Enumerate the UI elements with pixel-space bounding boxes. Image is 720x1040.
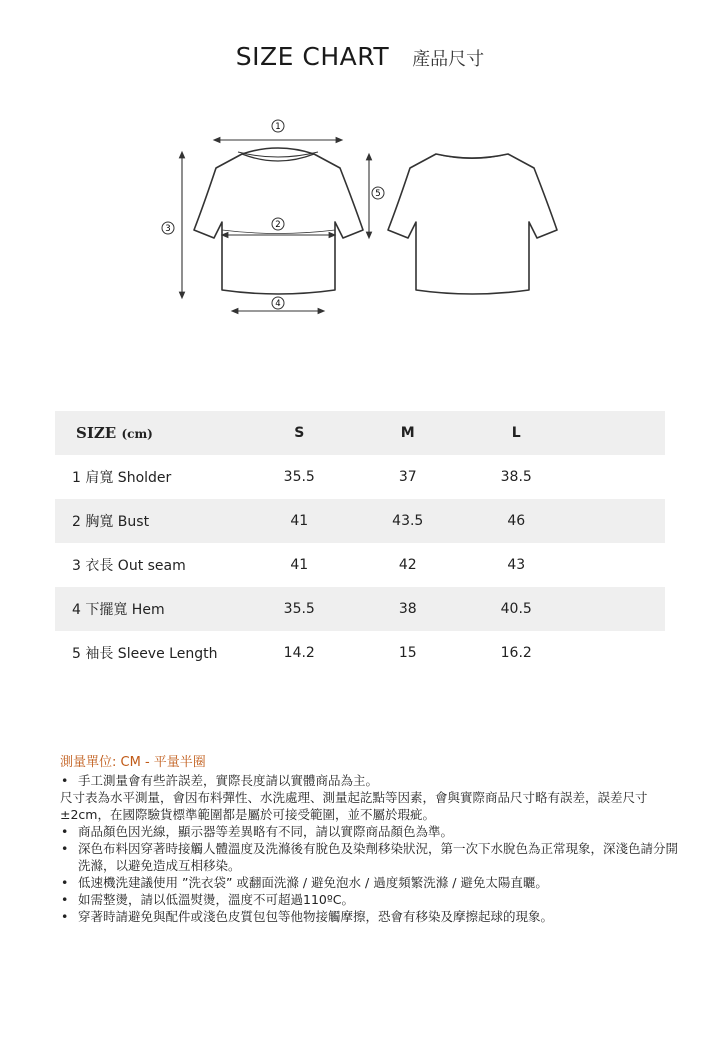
cell-value: 35.5: [283, 469, 315, 485]
row-label: 5 袖長 Sleeve Length: [72, 646, 218, 662]
cell-value: 37: [398, 469, 417, 485]
pad-cell: [570, 587, 665, 631]
row-label: 4 下擺寬 Hem: [72, 602, 165, 618]
back-shirt-outline: [388, 154, 557, 294]
bullet: •: [61, 824, 69, 839]
cell-value: 16.2: [500, 645, 532, 661]
note-item: [60, 874, 680, 891]
marker-4: [272, 297, 284, 309]
notes-heading: 測量單位: CM - 平量半圈: [60, 755, 206, 770]
note-text: 商品顏色因光線，顯示器等差異略有不同，請以實際商品顏色為準。: [78, 824, 454, 839]
bullet: •: [61, 841, 69, 856]
col-header-l: L: [511, 425, 521, 441]
row-label: 3 衣長 Out seam: [72, 558, 186, 574]
row-label: 2 胸寬 Bust: [72, 514, 150, 530]
col-header-m: M: [400, 425, 415, 441]
col-header-s: S: [294, 425, 305, 441]
table-row: [55, 455, 665, 499]
cell-value: 41: [290, 557, 309, 573]
cell-value: 38.5: [500, 469, 532, 485]
table-row: [55, 543, 665, 587]
page-title: [0, 42, 720, 71]
pad-cell: [570, 631, 665, 675]
bullet: •: [61, 773, 69, 788]
cell-value: 40.5: [500, 601, 532, 617]
title-zh: 產品尺寸: [412, 49, 485, 70]
title-en: SIZE CHART: [235, 42, 390, 71]
note-text: 穿著時請避免與配件或淺色皮質包包等他物接觸摩擦，恐會有移染及摩擦起球的現象。: [78, 909, 554, 924]
bullet: •: [61, 875, 69, 890]
size-label: SIZE: [76, 424, 117, 442]
note-item: [60, 891, 680, 908]
tshirt-diagram: [150, 112, 590, 332]
cell-value: 15: [398, 645, 417, 661]
pad-cell: [570, 455, 665, 499]
note-text: 如需整燙，請以低溫熨燙，溫度不可超過110ºC。: [78, 892, 354, 907]
pad-cell: [570, 499, 665, 543]
size-table-header: [55, 411, 665, 455]
row-label: 1 肩寬 Sholder: [72, 470, 172, 486]
cell-value: 46: [507, 513, 526, 529]
cell-value: 43: [507, 557, 526, 573]
table-row: [55, 631, 665, 675]
svg-text:1: 1: [275, 122, 281, 132]
cell-value: 43.5: [392, 513, 424, 529]
size-unit: (cm): [121, 427, 153, 441]
tshirt-diagram-svg: [150, 112, 590, 332]
care-notes: [60, 754, 680, 925]
note-text: 手工測量會有些許誤差，實際長度請以實體商品為主。: [78, 773, 379, 788]
note-text: 低速機洗建議使用 ”洗衣袋” 或翻面洗滌 / 避免泡水 / 過度頻繁洗滌 / 避免太陽直曬。: [78, 875, 548, 890]
bullet: •: [61, 909, 69, 924]
marker-2: [272, 218, 284, 230]
cell-value: 14.2: [283, 645, 315, 661]
svg-text:3: 3: [165, 224, 171, 234]
note-item: [60, 840, 680, 874]
svg-text:2: 2: [275, 220, 281, 230]
cell-value: 35.5: [283, 601, 315, 617]
pad-cell: [570, 543, 665, 587]
cell-value: 41: [290, 513, 309, 529]
note-text: 尺寸表為水平測量，會因布料彈性、水洗處理、測量起訖點等因素，會與實際商品尺寸略有誤差，誤差尺寸±2cm，在國際驗貨標準範圍都是屬於可接受範圍，並不屬於瑕疵。: [60, 790, 648, 822]
cell-value: 38: [398, 601, 417, 617]
svg-text:4: 4: [275, 299, 281, 309]
marker-3: [162, 222, 174, 234]
note-item: [60, 823, 680, 840]
note-item: [60, 772, 680, 789]
marker-1: [272, 120, 284, 132]
note-item: [60, 908, 680, 925]
svg-text:5: 5: [375, 189, 381, 199]
bullet: •: [61, 892, 69, 907]
pad-cell: [570, 411, 665, 455]
marker-5: [372, 187, 384, 199]
cell-value: 42: [398, 557, 417, 573]
note-item: [60, 789, 680, 823]
note-text: 深色布料因穿著時接觸人體溫度及洗滌後有脫色及染劑移染狀況，第一次下水脫色為正常現象，深淺色請分開洗滌，以避免造成互相移染。: [78, 841, 679, 873]
table-row: [55, 587, 665, 631]
size-header-cell: [55, 411, 245, 455]
table-row: [55, 499, 665, 543]
size-table: [55, 411, 665, 675]
